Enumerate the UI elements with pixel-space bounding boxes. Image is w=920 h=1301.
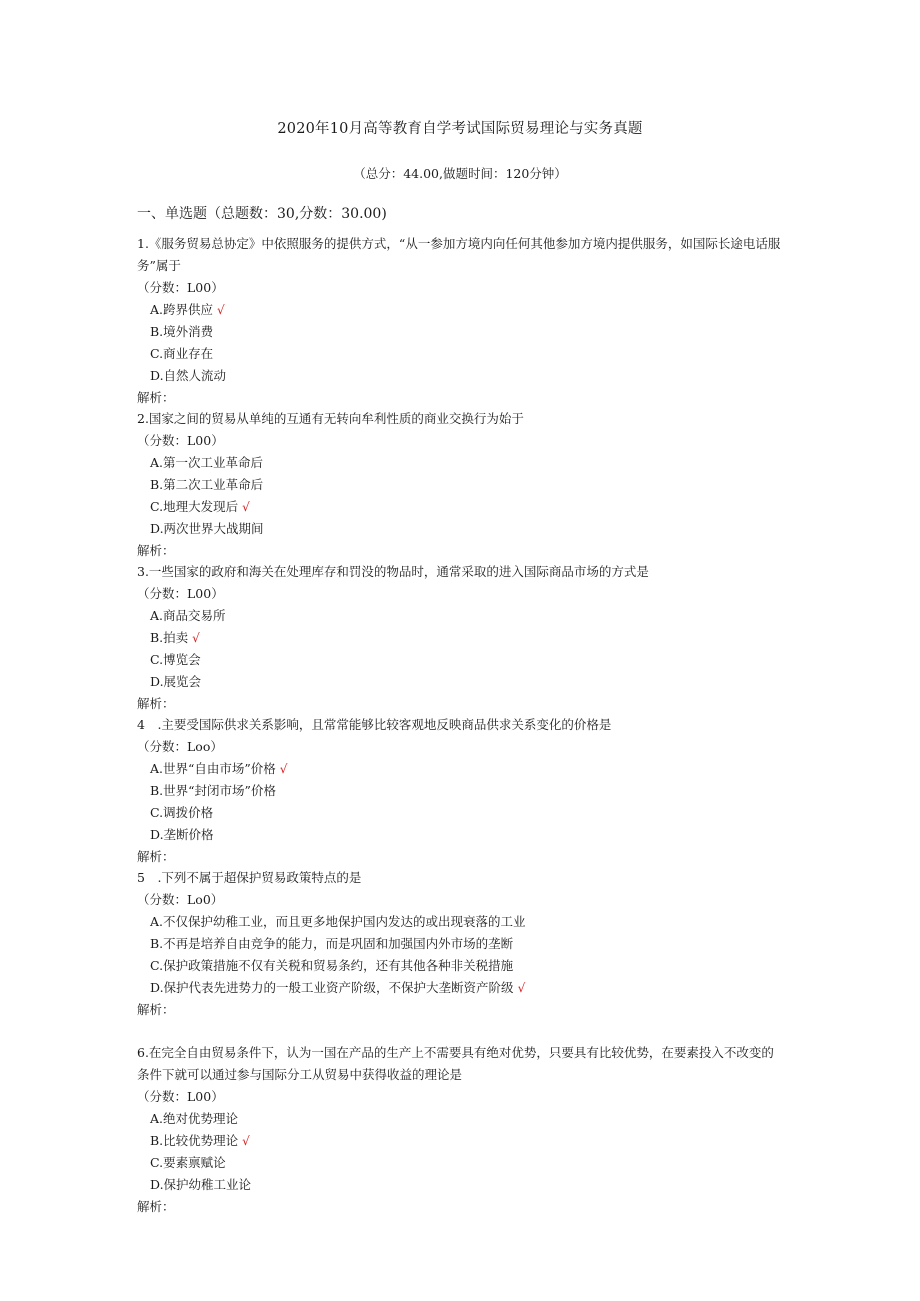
answer-option [137,758,785,780]
document-title: 2020年10月高等教育自学考试国际贸易理论与实务真题 [277,121,643,137]
answer-option [137,824,785,846]
question-score: （分数：L00） [137,586,224,601]
answer-option-text: D.保护代表先进势力的一般工业资产阶级，不保护大垄断资产阶级 [150,980,514,995]
answer-option [137,518,785,540]
answer-option [137,933,785,955]
question-stem: 4 .主要受国际供求关系影响，且常常能够比较客观地反映商品供求关系变化的价格是 [137,717,612,732]
answer-option-text: A.商品交易所 [150,608,226,623]
answer-option-text: B.第二次工业革命后 [150,477,264,492]
answer-option [137,1130,785,1152]
answer-option [137,1108,785,1130]
answer-option [137,605,785,627]
answer-option-text: C.调拨价格 [150,805,214,820]
answer-option-text: D.垄断价格 [150,827,214,842]
answer-option [137,977,785,999]
answer-option-text: B.不再是培养自由竞争的能力，而是巩固和加强国内外市场的垄断 [150,936,514,951]
analysis-label: 解析： [137,390,175,405]
question-item [137,1042,785,1218]
answer-option-text: C.博览会 [150,652,201,667]
answer-option-text: C.保护政策措施不仅有关税和贸易条约，还有其他各种非关税措施 [150,958,514,973]
answer-option [137,780,785,802]
question-stem: 1.《服务贸易总协定》中依照服务的提供方式，“从一参加方境内向任何其他参加方境内提供服务，如国际长途电话服务”属于 [137,236,781,273]
answer-option-text: C.商业存在 [150,346,214,361]
answer-option [137,321,785,343]
question-score: （分数：L00） [137,433,224,448]
answer-option [137,911,785,933]
answer-option-text: B.拍卖 [150,630,189,645]
analysis-label: 解析： [137,1002,175,1017]
answer-option [137,496,785,518]
answer-option [137,299,785,321]
analysis-label: 解析： [137,849,175,864]
answer-option-text: A.绝对优势理论 [150,1111,239,1126]
question-score: （分数：L00） [137,1089,224,1104]
answer-option [137,649,785,671]
question-item [137,561,785,715]
correct-check-icon: √ [217,303,225,317]
answer-option [137,452,785,474]
answer-option-text: A.不仅保护幼稚工业，而且更多地保护国内发达的或出现衰落的工业 [150,914,526,929]
correct-check-icon: √ [242,1134,250,1148]
question-score: （分数：Lo0） [137,892,224,907]
question-score: （分数：Loo） [137,739,223,754]
analysis-label: 解析： [137,543,175,558]
answer-option [137,802,785,824]
answer-option-text: B.比较优势理论 [150,1133,239,1148]
answer-option-text: D.保护幼稚工业论 [150,1177,252,1192]
answer-option-text: C.地理大发现后 [150,499,239,514]
question-item [137,714,785,868]
correct-check-icon: √ [279,762,288,776]
question-stem: 5 .下列不属于超保护贸易政策特点的是 [137,870,362,885]
answer-option-text: C.要素禀赋论 [150,1155,226,1170]
question-score: （分数：L00） [137,280,224,295]
answer-option [137,627,785,649]
answer-option-text: B.境外消费 [150,324,214,339]
analysis-label: 解析： [137,696,175,711]
answer-option-text: A.跨界供应 [150,302,214,317]
document-subtitle: （总分：44.00,做题时间：120分钟） [353,166,567,181]
answer-option [137,1152,785,1174]
question-stem: 3.一些国家的政府和海关在处理库存和罚没的物品时，通常采取的进入国际商品市场的方式是 [137,564,649,579]
answer-option [137,474,785,496]
answer-option-text: D.两次世界大战期间 [150,521,264,536]
answer-option-text: A.第一次工业革命后 [150,455,264,470]
question-stem: 6.在完全自由贸易条件下，认为一国在产品的生产上不需要具有绝对优势，只要具有比较优势，在要素投入不改变的条件下就可以通过参与国际分工从贸易中获得收益的理论是 [137,1045,774,1082]
question-item [137,867,785,1021]
question-item [137,233,785,409]
correct-check-icon: √ [517,981,526,995]
answer-option [137,955,785,977]
answer-option-text: D.展览会 [150,674,202,689]
section-heading: 一、单选题（总题数：30,分数：30.00) [137,206,387,222]
question-item [137,408,785,562]
answer-option-text: D.自然人流动 [150,368,227,383]
answer-option [137,343,785,365]
correct-check-icon: √ [242,500,250,514]
answer-option [137,671,785,693]
analysis-label: 解析： [137,1199,175,1214]
answer-option [137,365,785,387]
answer-option-text: B.世界“封闭市场”价格 [150,783,276,798]
question-stem: 2.国家之间的贸易从单纯的互通有无转向牟利性质的商业交换行为始于 [137,411,524,426]
answer-option-text: A.世界“自由市场”价格 [150,761,276,776]
answer-option [137,1174,785,1196]
correct-check-icon: √ [192,631,200,645]
